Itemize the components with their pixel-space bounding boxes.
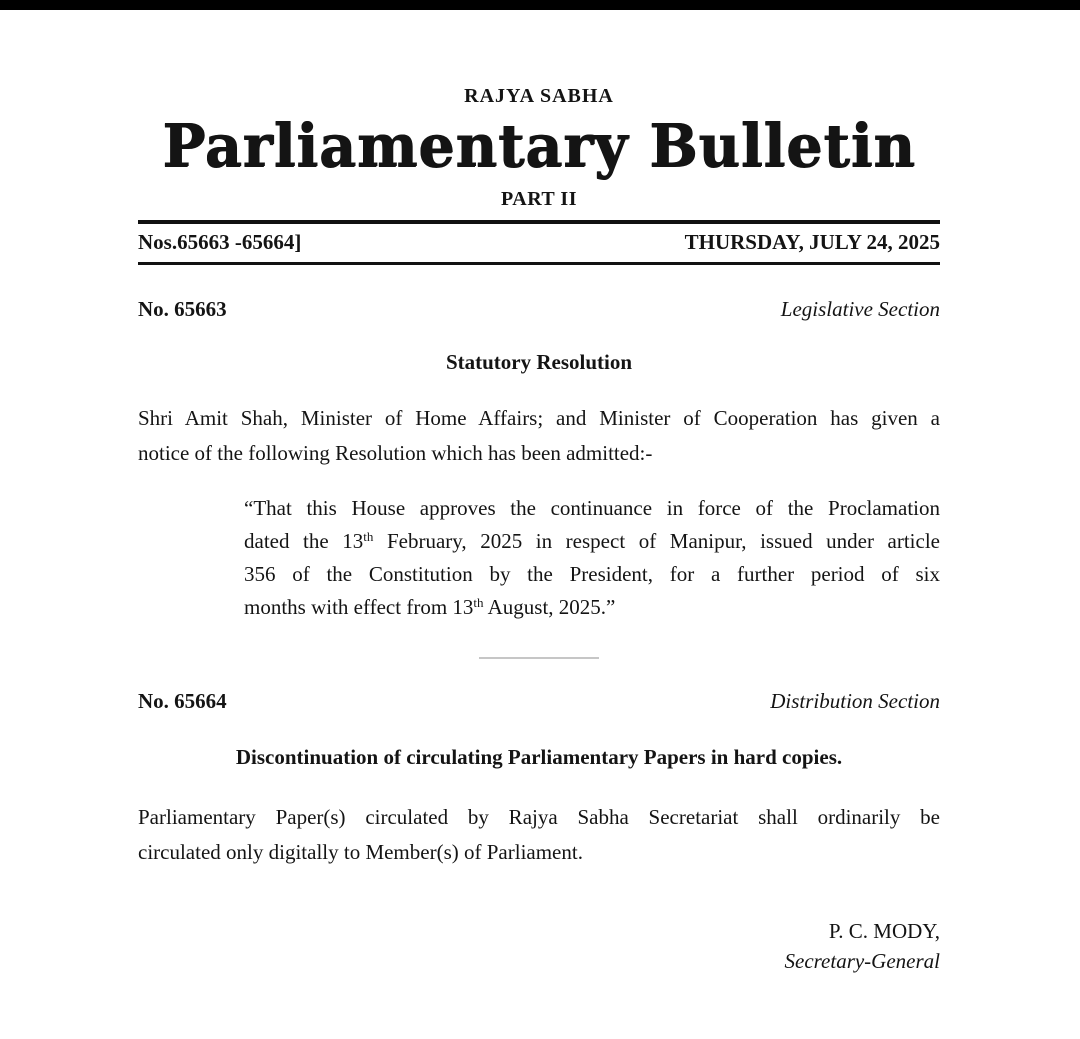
- masthead: [138, 84, 940, 211]
- ordinal-superscript: th: [363, 529, 374, 544]
- section-1-number: No. 65663: [138, 297, 227, 321]
- quote-text: dated the 13: [244, 529, 364, 553]
- section-1-heading: Statutory Resolution: [445, 350, 633, 374]
- paragraph-line: Parliamentary Paper(s) circulated by Rajya Sabha Secretariat shall ordinarily be: [138, 805, 940, 829]
- section-2-heading: Discontinuation of circulating Parliamentary Papers in hard copies.: [235, 745, 843, 769]
- quote-line: “That this House approves the continuance in force of the Proclamation: [244, 496, 940, 520]
- issue-numbers: Nos.65663 -65664]: [138, 230, 302, 254]
- section-2-number: No. 65664: [138, 689, 227, 713]
- section-2-name: Distribution Section: [770, 689, 940, 713]
- signature-block: [138, 916, 940, 976]
- issue-bar: [138, 220, 940, 265]
- quote-text: February, 2025 in respect of Manipur, issued under article: [373, 529, 940, 553]
- section-2-body-paragraph: [138, 800, 940, 870]
- section-1-header: [138, 297, 940, 322]
- section-1-intro-paragraph: [138, 401, 940, 471]
- quote-line: [244, 591, 940, 624]
- quote-text: August, 2025.”: [483, 595, 616, 619]
- quote-line: 356 of the Constitution by the President, for a further period of six: [244, 562, 940, 586]
- paragraph-line: Shri Amit Shah, Minister of Home Affairs; and Minister of Cooperation has given a: [138, 406, 940, 430]
- quote-text: months with effect from 13: [244, 595, 474, 619]
- signatory-name: P. C. MODY,: [828, 919, 940, 943]
- section-divider: [479, 657, 599, 659]
- bulletin-title: Parliamentary Bulletin: [162, 110, 916, 181]
- top-black-bar: [0, 0, 1080, 10]
- part-label: PART II: [501, 188, 577, 210]
- quote-line: [244, 525, 940, 558]
- section-1-name: Legislative Section: [780, 297, 940, 321]
- signatory-title: Secretary-General: [784, 949, 940, 973]
- bulletin-page: [138, 10, 940, 976]
- resolution-quote: [244, 492, 940, 624]
- masthead-organization: RAJYA SABHA: [464, 85, 614, 107]
- paragraph-line: notice of the following Resolution which has been admitted:-: [138, 441, 653, 465]
- section-2-header: [138, 689, 940, 714]
- issue-date: THURSDAY, JULY 24, 2025: [684, 230, 940, 254]
- ordinal-superscript: th: [473, 595, 484, 610]
- paragraph-line: circulated only digitally to Member(s) of Parliament.: [138, 840, 583, 864]
